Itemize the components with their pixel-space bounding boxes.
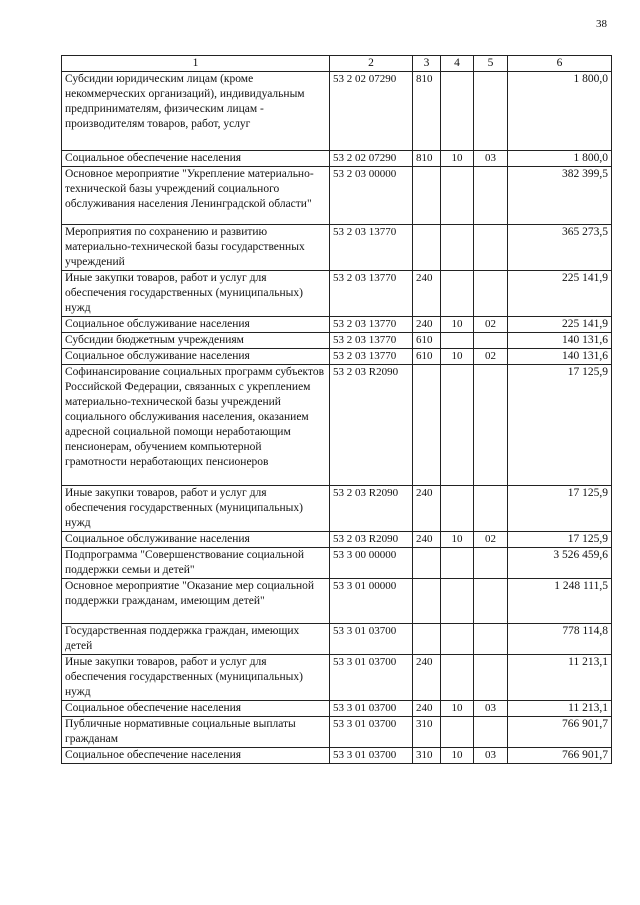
row-rz-cell: 10 (441, 349, 474, 365)
row-vr-cell: 310 (413, 748, 441, 764)
header-cell: 6 (508, 56, 612, 72)
row-code-cell: 53 3 00 00000 (330, 548, 413, 579)
row-code-cell: 53 3 01 03700 (330, 701, 413, 717)
row-rz-cell (441, 655, 474, 701)
row-vr-cell: 810 (413, 151, 441, 167)
row-pr-cell (474, 365, 508, 486)
header-cell: 4 (441, 56, 474, 72)
row-sum-cell: 1 248 111,5 (508, 579, 612, 624)
table-row (62, 486, 612, 532)
row-rz-cell (441, 486, 474, 532)
row-code-cell: 53 2 02 07290 (330, 72, 413, 151)
row-sum-cell: 766 901,7 (508, 748, 612, 764)
row-name-cell: Социальное обслуживание населения (62, 317, 330, 333)
row-pr-cell (474, 333, 508, 349)
row-vr-cell (413, 548, 441, 579)
row-pr-cell (474, 624, 508, 655)
row-rz-cell (441, 333, 474, 349)
table-row (62, 624, 612, 655)
row-vr-cell (413, 167, 441, 225)
row-pr-cell (474, 655, 508, 701)
table-row (62, 167, 612, 225)
row-vr-cell (413, 624, 441, 655)
table-row (62, 532, 612, 548)
row-code-cell: 53 2 03 13770 (330, 349, 413, 365)
row-rz-cell (441, 579, 474, 624)
row-pr-cell: 02 (474, 532, 508, 548)
row-code-cell: 53 2 03 R2090 (330, 486, 413, 532)
row-code-cell: 53 2 03 00000 (330, 167, 413, 225)
row-sum-cell: 1 800,0 (508, 151, 612, 167)
row-name-cell: Социальное обеспечение населения (62, 701, 330, 717)
table-row (62, 333, 612, 349)
row-vr-cell: 240 (413, 317, 441, 333)
row-pr-cell (474, 717, 508, 748)
row-sum-cell: 382 399,5 (508, 167, 612, 225)
page-number: 38 (596, 18, 607, 30)
row-sum-cell: 225 141,9 (508, 271, 612, 317)
table-row (62, 655, 612, 701)
row-pr-cell (474, 271, 508, 317)
row-vr-cell (413, 225, 441, 271)
row-rz-cell: 10 (441, 151, 474, 167)
row-name-cell: Основное мероприятие "Оказание мер социальной поддержки гражданам, имеющим детей" (62, 579, 330, 624)
row-code-cell: 53 2 02 07290 (330, 151, 413, 167)
row-name-cell: Социальное обеспечение населения (62, 151, 330, 167)
row-name-cell: Основное мероприятие "Укрепление материально-технической базы учреждений социального обслуживания населения Ленинградской области" (62, 167, 330, 225)
row-vr-cell: 310 (413, 717, 441, 748)
row-sum-cell: 17 125,9 (508, 365, 612, 486)
row-pr-cell: 03 (474, 748, 508, 764)
row-sum-cell: 11 213,1 (508, 655, 612, 701)
row-pr-cell (474, 486, 508, 532)
table-row (62, 349, 612, 365)
table-row (62, 701, 612, 717)
row-sum-cell: 225 141,9 (508, 317, 612, 333)
row-code-cell: 53 2 03 13770 (330, 317, 413, 333)
row-code-cell: 53 3 01 03700 (330, 655, 413, 701)
table-row (62, 579, 612, 624)
row-vr-cell: 240 (413, 701, 441, 717)
row-pr-cell: 02 (474, 349, 508, 365)
row-name-cell: Субсидии бюджетным учреждениям (62, 333, 330, 349)
row-sum-cell: 778 114,8 (508, 624, 612, 655)
row-rz-cell (441, 717, 474, 748)
row-sum-cell: 3 526 459,6 (508, 548, 612, 579)
row-rz-cell (441, 72, 474, 151)
table-row (62, 365, 612, 486)
row-pr-cell (474, 72, 508, 151)
row-name-cell: Социальное обслуживание населения (62, 532, 330, 548)
table-row (62, 271, 612, 317)
row-rz-cell: 10 (441, 532, 474, 548)
header-cell: 3 (413, 56, 441, 72)
row-code-cell: 53 3 01 03700 (330, 717, 413, 748)
row-vr-cell: 810 (413, 72, 441, 151)
row-vr-cell (413, 579, 441, 624)
table-row (62, 151, 612, 167)
table-row (62, 748, 612, 764)
row-vr-cell: 240 (413, 532, 441, 548)
row-name-cell: Социальное обслуживание населения (62, 349, 330, 365)
row-code-cell: 53 3 01 03700 (330, 624, 413, 655)
row-vr-cell: 610 (413, 349, 441, 365)
row-rz-cell (441, 548, 474, 579)
row-pr-cell (474, 167, 508, 225)
row-pr-cell: 03 (474, 701, 508, 717)
header-cell: 5 (474, 56, 508, 72)
row-vr-cell (413, 365, 441, 486)
row-name-cell: Публичные нормативные социальные выплаты гражданам (62, 717, 330, 748)
row-rz-cell (441, 624, 474, 655)
row-pr-cell (474, 579, 508, 624)
row-sum-cell: 766 901,7 (508, 717, 612, 748)
table-row (62, 225, 612, 271)
table-row (62, 317, 612, 333)
row-code-cell: 53 2 03 13770 (330, 333, 413, 349)
row-pr-cell (474, 225, 508, 271)
row-pr-cell: 03 (474, 151, 508, 167)
table-header-row (62, 56, 612, 72)
table-row (62, 717, 612, 748)
row-code-cell: 53 2 03 13770 (330, 271, 413, 317)
row-code-cell: 53 2 03 13770 (330, 225, 413, 271)
row-rz-cell: 10 (441, 317, 474, 333)
row-vr-cell: 240 (413, 271, 441, 317)
row-rz-cell (441, 225, 474, 271)
row-sum-cell: 17 125,9 (508, 532, 612, 548)
row-name-cell: Подпрограмма "Совершенствование социальной поддержки семьи и детей" (62, 548, 330, 579)
row-sum-cell: 365 273,5 (508, 225, 612, 271)
row-vr-cell: 240 (413, 655, 441, 701)
budget-table (61, 55, 612, 764)
row-sum-cell: 140 131,6 (508, 349, 612, 365)
row-pr-cell: 02 (474, 317, 508, 333)
row-rz-cell (441, 271, 474, 317)
row-sum-cell: 1 800,0 (508, 72, 612, 151)
row-sum-cell: 17 125,9 (508, 486, 612, 532)
row-name-cell: Софинансирование социальных программ субъектов Российской Федерации, связанных с укреплением материально-технической базы учреждений социального обслуживания населения, оказанием адресной социальной помощи неработающим пенсионерам, обучением компьютерной грамотности неработающих пенсионеров (62, 365, 330, 486)
row-name-cell: Государственная поддержка граждан, имеющих детей (62, 624, 330, 655)
row-name-cell: Иные закупки товаров, работ и услуг для обеспечения государственных (муниципальных) нужд (62, 486, 330, 532)
row-rz-cell (441, 365, 474, 486)
header-cell: 1 (62, 56, 330, 72)
row-rz-cell (441, 167, 474, 225)
row-name-cell: Иные закупки товаров, работ и услуг для обеспечения государственных (муниципальных) нужд (62, 271, 330, 317)
row-sum-cell: 140 131,6 (508, 333, 612, 349)
row-name-cell: Социальное обеспечение населения (62, 748, 330, 764)
row-pr-cell (474, 548, 508, 579)
header-cell: 2 (330, 56, 413, 72)
row-code-cell: 53 3 01 03700 (330, 748, 413, 764)
table-row (62, 548, 612, 579)
table-row (62, 72, 612, 151)
row-code-cell: 53 2 03 R2090 (330, 532, 413, 548)
row-name-cell: Субсидии юридическим лицам (кроме некоммерческих организаций), индивидуальным предпринимателям, физическим лицам - производителям товаров, работ, услуг (62, 72, 330, 151)
row-sum-cell: 11 213,1 (508, 701, 612, 717)
row-vr-cell: 240 (413, 486, 441, 532)
row-rz-cell: 10 (441, 701, 474, 717)
row-code-cell: 53 2 03 R2090 (330, 365, 413, 486)
row-vr-cell: 610 (413, 333, 441, 349)
row-rz-cell: 10 (441, 748, 474, 764)
row-name-cell: Иные закупки товаров, работ и услуг для обеспечения государственных (муниципальных) нужд (62, 655, 330, 701)
row-code-cell: 53 3 01 00000 (330, 579, 413, 624)
row-name-cell: Мероприятия по сохранению и развитию материально-технической базы государственных учреждений (62, 225, 330, 271)
